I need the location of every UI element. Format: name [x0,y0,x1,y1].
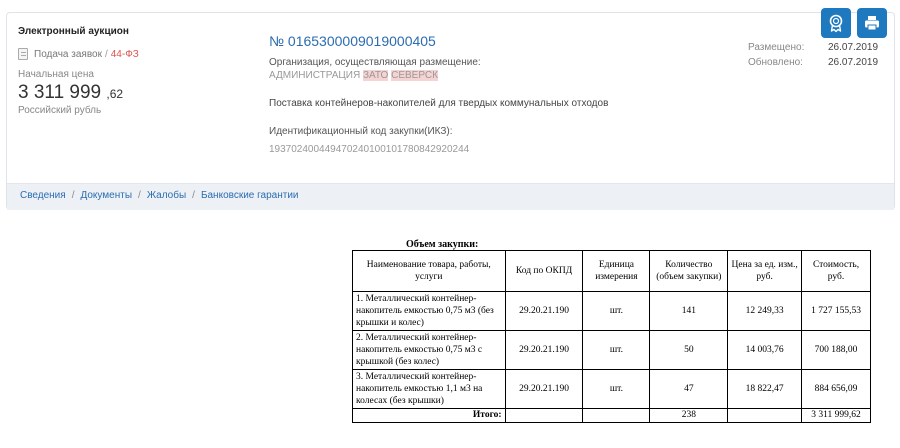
item-name: 3. Металлический контейнер-накопитель емкостью 1,1 м3 на колесах (без крышки) [353,370,506,409]
item-qty: 141 [650,292,728,331]
breadcrumb-separator: / [71,190,75,201]
total-empty-cell [505,409,583,423]
stage-label: Подача заявок [34,48,102,60]
table-row [353,370,871,409]
total-row [353,409,871,423]
org-name-highlight-1: ЗАТО [362,70,389,81]
breadcrumb [20,190,299,201]
initial-price-kopecks: ,62 [106,87,124,101]
table-header-row [353,251,871,292]
item-okpd: 29.20.21.190 [505,331,583,370]
item-okpd: 29.20.21.190 [505,292,583,331]
total-empty-cell [583,409,650,423]
posted-date: 26.07.2019 [828,42,879,53]
item-cost: 700 188,00 [802,331,871,370]
updated-date: 26.07.2019 [828,57,879,68]
column-header: Единица измерения [583,251,650,292]
procurement-summary [7,13,894,183]
item-cost: 1 727 155,53 [802,292,871,331]
breadcrumb-separator: / [138,190,141,201]
item-price: 18 822,47 [728,370,802,409]
item-unit: шт. [583,331,650,370]
total-label: Итого: [353,409,506,423]
updated-row [748,57,878,72]
certificate-icon [826,13,846,33]
item-qty: 47 [650,370,728,409]
item-name: 1. Металлический контейнер-накопитель емкостью 0,75 м3 (без крышки и колес) [353,292,506,331]
item-okpd: 29.20.21.190 [505,370,583,409]
org-label: Организация, осуществляющая размещение: [269,57,481,68]
ikz-label: Идентификационный код закупки(ИКЗ): [269,126,453,137]
item-name: 2. Металлический контейнер-накопитель емкостью 0,75 м3 с крышкой (без колес) [353,331,506,370]
total-qty: 238 [650,409,728,423]
column-header: Цена за ед. изм., руб. [728,251,802,292]
volume-title: Объем закупки: [406,239,479,250]
initial-price [18,82,123,104]
ikz-value: 193702400449470240100101780842920244 [269,144,470,155]
procurement-card [6,12,895,210]
item-qty: 50 [650,331,728,370]
certificate-button[interactable] [821,8,851,38]
tabs-bar [7,183,894,210]
column-header: Код по ОКПД [505,251,583,292]
stage-separator: / [104,48,108,60]
org-name-prefix: АДМИНИСТРАЦИЯ [269,70,361,81]
org-name-highlight-2: СЕВЕРСК [391,70,438,81]
item-unit: шт. [583,292,650,331]
initial-price-main: 3 311 999 [18,82,102,103]
dates-block [748,42,878,72]
column-header: Количество (объем закупки) [650,251,728,292]
posted-row [748,42,878,57]
item-price: 12 249,33 [728,292,802,331]
tab-complaints[interactable]: Жалобы [146,190,187,201]
procurement-type: Электронный аукцион [18,26,129,37]
item-cost: 884 656,09 [802,370,871,409]
law-label: 44-ФЗ [110,48,139,60]
posted-label: Размещено: [748,42,805,53]
tab-info[interactable]: Сведения [20,190,66,201]
document-icon [18,48,28,60]
table-row [353,292,871,331]
org-name[interactable] [269,70,438,81]
item-price: 14 003,76 [728,331,802,370]
volume-table [352,250,871,423]
total-cost: 3 311 999,62 [802,409,871,423]
tab-bank-guarantees[interactable]: Банковские гарантии [200,190,299,201]
breadcrumb-separator: / [192,190,195,201]
column-header: Стоимость, руб. [802,251,871,292]
currency-label: Российский рубль [18,105,102,116]
updated-label: Обновлено: [748,57,803,68]
print-icon [862,13,882,33]
total-empty-cell [728,409,802,423]
procurement-number-link[interactable]: № 0165300009019000405 [269,33,436,49]
procurement-subject: Поставка контейнеров-накопителей для твердых коммунальных отходов [269,98,609,109]
tab-documents[interactable]: Документы [80,190,133,201]
initial-price-label: Начальная цена [18,69,94,80]
item-unit: шт. [583,370,650,409]
procurement-stage [18,48,139,60]
column-header: Наименование товара, работы, услуги [353,251,506,292]
table-row [353,331,871,370]
print-button[interactable] [857,8,887,38]
